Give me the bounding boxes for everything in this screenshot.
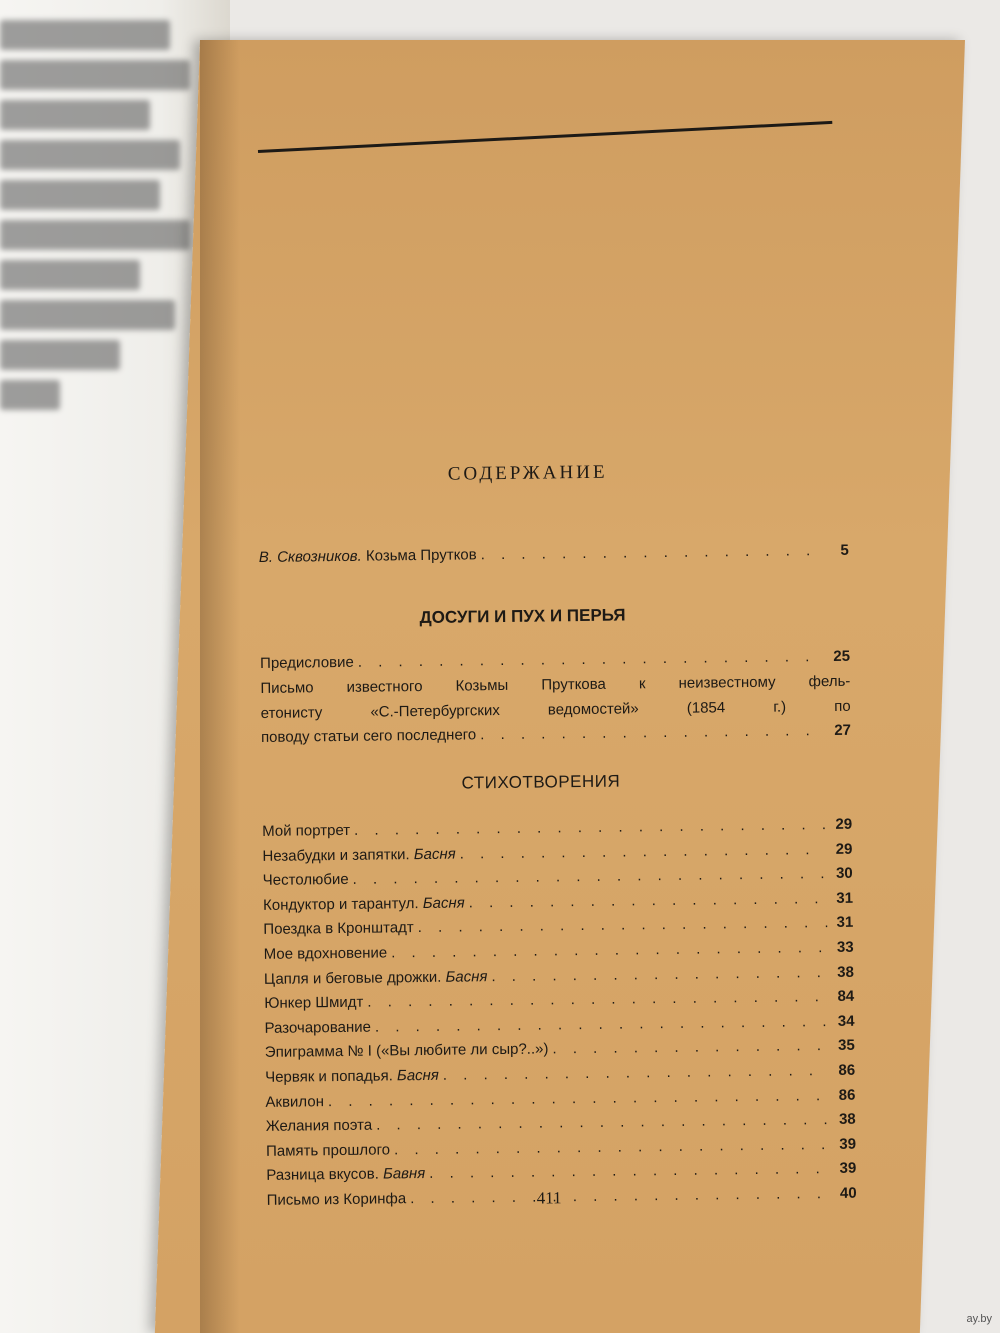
entry-title-text: Мое вдохновение bbox=[263, 944, 388, 963]
entry-title bbox=[265, 1093, 324, 1111]
entry-genre: Басня bbox=[445, 967, 488, 986]
entry-title: поводу статьи сего последнего bbox=[260, 726, 477, 746]
entry-page: 29 bbox=[835, 815, 853, 833]
entry-genre: Бавня bbox=[382, 1165, 426, 1183]
leader-dots bbox=[391, 939, 828, 961]
entry-genre: Басня bbox=[413, 845, 456, 863]
watermark: ay.by bbox=[966, 1313, 992, 1325]
letter-entry-line-3 bbox=[261, 722, 851, 751]
entry-title bbox=[262, 822, 350, 840]
entry-page: 31 bbox=[836, 889, 854, 907]
entry-title bbox=[265, 1041, 549, 1061]
entry-title bbox=[265, 1067, 439, 1086]
entry-title bbox=[264, 944, 388, 963]
entry-title bbox=[264, 994, 363, 1012]
entry-title-text: Юнкер Шмидт bbox=[264, 993, 364, 1013]
entry-page: 40 bbox=[839, 1184, 857, 1202]
entry-title-text: Память прошлого bbox=[265, 1141, 391, 1160]
entry-page: 27 bbox=[834, 721, 852, 739]
leader-dots bbox=[376, 1111, 830, 1134]
leader-dots bbox=[552, 1037, 829, 1057]
entry-page: 86 bbox=[838, 1086, 856, 1104]
leader-dots bbox=[394, 1136, 830, 1158]
entry-title bbox=[264, 1018, 371, 1036]
section-heading-dosugi: ДОСУГИ И ПУХ И ПЕРЬЯ bbox=[419, 605, 626, 627]
leader-dots bbox=[491, 964, 828, 985]
leader-dots bbox=[375, 1013, 829, 1036]
toc-entry-intro bbox=[259, 542, 849, 571]
entry-page: 25 bbox=[833, 647, 851, 665]
entry-page: 86 bbox=[838, 1061, 856, 1079]
letter-entry-line-1: Письмо известного Козьмы Пруткова к неизвестному фель- bbox=[260, 672, 851, 697]
entry-page: 34 bbox=[837, 1012, 855, 1030]
entry-page: 31 bbox=[836, 914, 854, 932]
leader-dots bbox=[469, 890, 828, 911]
entry-genre: Басня bbox=[422, 894, 465, 912]
entry-page: 38 bbox=[837, 963, 855, 981]
entry-title: Предисловие bbox=[260, 653, 354, 672]
leader-dots bbox=[481, 542, 823, 563]
left-page-blurred-text bbox=[0, 20, 200, 440]
entry-title bbox=[266, 1165, 425, 1184]
leader-dots bbox=[328, 1087, 830, 1110]
page-gutter-shadow bbox=[200, 40, 240, 1333]
entry-title: Козьма Прутков bbox=[365, 546, 477, 565]
entry-title bbox=[266, 1141, 390, 1160]
entry-page: 84 bbox=[837, 987, 855, 1006]
entry-title-text: Желания поэта bbox=[265, 1116, 373, 1136]
entry-title bbox=[263, 919, 414, 938]
entry-title bbox=[267, 1190, 407, 1209]
entry-title bbox=[262, 845, 455, 864]
entry-title-text: Письмо из Коринфа bbox=[266, 1190, 407, 1209]
entry-title-text: Эпиграмма № I («Вы любите ли сыр?..») bbox=[264, 1040, 549, 1062]
entry-page: 39 bbox=[839, 1160, 857, 1178]
entry-title-text: Поездка в Кронштадт bbox=[263, 919, 414, 939]
leader-dots bbox=[480, 722, 825, 743]
entry-author: В. Сквозников. bbox=[258, 547, 362, 566]
entry-title bbox=[266, 1117, 373, 1135]
entry-title-text: Незабудки и запятки. bbox=[262, 845, 410, 865]
entry-page: 38 bbox=[838, 1110, 856, 1129]
entry-page: 30 bbox=[835, 864, 853, 883]
leader-dots bbox=[460, 841, 827, 862]
entry-title-text: Цапля и беговые дрожки. bbox=[263, 968, 442, 988]
leader-dots bbox=[367, 988, 828, 1011]
entry-title-text: Разница вкусов. bbox=[266, 1165, 379, 1185]
section-heading-poems: СТИХОТВОРЕНИЯ bbox=[461, 771, 621, 793]
entry-page: 35 bbox=[838, 1037, 855, 1055]
leader-dots bbox=[353, 865, 827, 888]
page-number: 411 bbox=[536, 1188, 562, 1208]
entry-genre: Басня bbox=[396, 1066, 439, 1085]
entry-title bbox=[263, 871, 349, 889]
entry-title-text: Разочарование bbox=[264, 1018, 372, 1037]
entry-title-text: Честолюбие bbox=[262, 871, 349, 890]
entry-title bbox=[263, 894, 465, 913]
entry-title-text: Червяк и попадья. bbox=[265, 1067, 393, 1086]
entry-page: 33 bbox=[836, 938, 854, 956]
leader-dots bbox=[358, 648, 824, 671]
leader-dots bbox=[354, 816, 826, 839]
letter-entry-line-2: етонисту «С.-Петербургских ведомостей» (1854 г.) по bbox=[260, 697, 851, 722]
leader-dots bbox=[429, 1160, 830, 1182]
toc-entry bbox=[267, 1185, 857, 1214]
toc-title: СОДЕРЖАНИЕ bbox=[447, 461, 608, 485]
entry-title bbox=[264, 968, 488, 988]
leader-dots bbox=[418, 914, 828, 936]
entry-title-text: Аквилон bbox=[265, 1092, 325, 1111]
entry-page: 39 bbox=[839, 1135, 857, 1153]
entry-page: 5 bbox=[840, 541, 849, 559]
entry-page: 29 bbox=[835, 840, 853, 858]
entry-title-text: Мой портрет bbox=[262, 821, 351, 840]
leader-dots bbox=[410, 1185, 831, 1207]
toc-entry bbox=[260, 648, 850, 677]
entry-title-text: Кондуктор и тарантул. bbox=[262, 894, 419, 914]
table-of-contents bbox=[252, 0, 868, 1333]
leader-dots bbox=[443, 1062, 829, 1084]
